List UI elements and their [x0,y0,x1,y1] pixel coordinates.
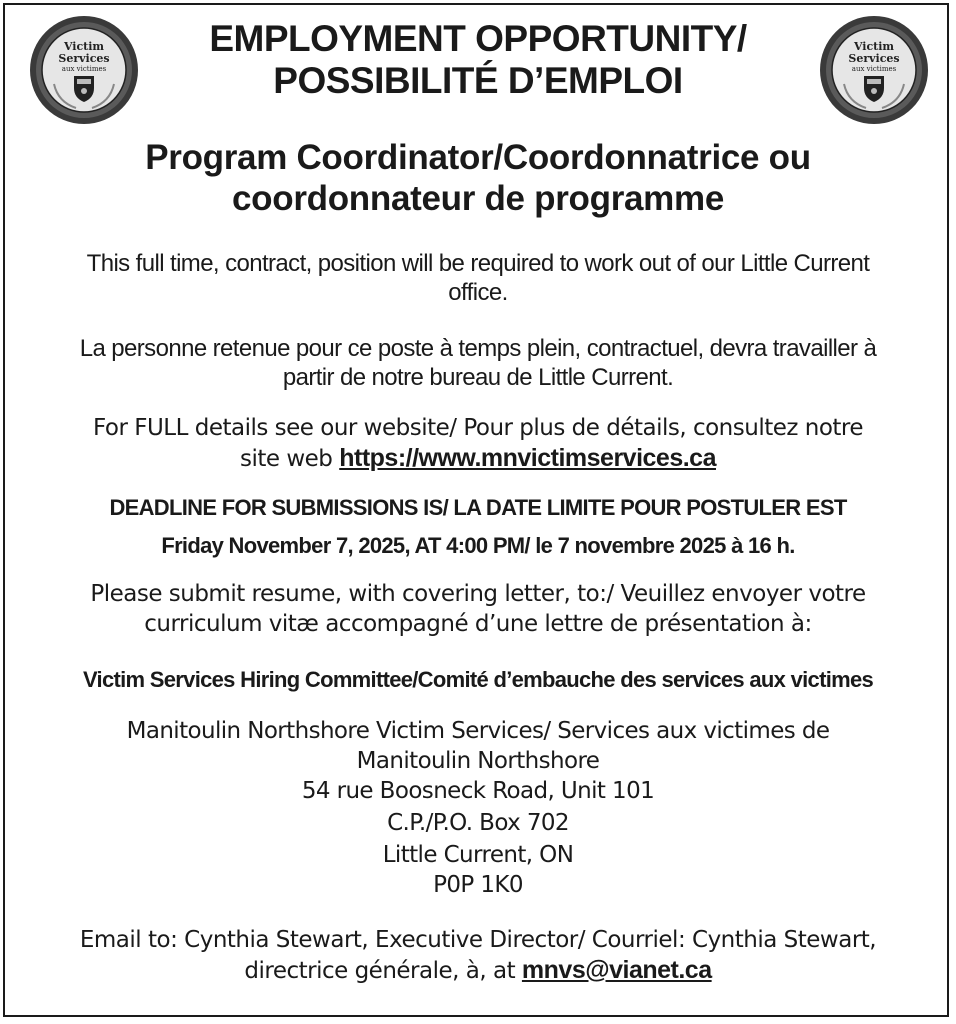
address-line1: Manitoulin Northshore Victim Services/ Services aux victimes de [126,718,830,744]
position-title-line1: Program Coordinator/Coordonnatrice ou [145,138,811,177]
svg-text:aux victimes: aux victimes [851,65,897,73]
description-fr-line2: partir de notre bureau de Little Current. [282,364,674,391]
details-line1: For FULL details see our website/ Pour plus de détails, consultez notre [92,415,864,441]
submit-line2: curriculum vitæ accompagné d’une lettre de présentation à: [144,611,812,637]
svg-text:Victim: Victim [63,40,105,53]
email-prefix: directrice générale, à, at [244,958,522,984]
svg-text:Services: Services [848,52,900,65]
details-line2 [0,444,956,474]
deadline-line1: DEADLINE FOR SUBMISSIONS IS/ LA DATE LIMITE POUR POSTULER EST [109,495,847,520]
description-en-line1: This full time, contract, position will be required to work out of our Little Current [86,250,870,277]
submit-line1: Please submit resume, with covering letter, to:/ Veuillez envoyer votre [90,581,866,607]
description-fr-line1: La personne retenue pour ce poste à temps plein, contractuel, devra travailler à [79,335,877,362]
description-en-line2: office. [448,279,508,306]
address-line2: Manitoulin Northshore [356,748,600,774]
position-title-line2: coordonnateur de programme [232,179,724,218]
deadline-line2: Friday November 7, 2025, AT 4:00 PM/ le 7 novembre 2025 à 16 h. [161,533,795,558]
headline-en: EMPLOYMENT OPPORTUNITY/ [209,18,747,59]
hiring-committee: Victim Services Hiring Committee/Comité d’embauche des services aux victimes [82,667,874,692]
headline-fr: POSSIBILITÉ D’EMPLOI [273,60,683,101]
svg-text:Services: Services [58,52,110,65]
website-link[interactable]: https://www.mnvictimservices.ca [339,444,716,472]
address-city: Little Current, ON [382,842,574,868]
address-street: 54 rue Boosneck Road, Unit 101 [301,778,655,804]
email-line1: Email to: Cynthia Stewart, Executive Director/ Courriel: Cynthia Stewart, [79,927,877,953]
details-prefix: site web [239,446,340,472]
svg-text:aux victimes: aux victimes [61,65,107,73]
email-line2 [0,956,956,986]
address-postal-code: P0P 1K0 [433,872,523,898]
address-po-box: C.P./P.O. Box 702 [387,810,569,836]
svg-text:Victim: Victim [853,40,895,53]
email-link[interactable]: mnvs@vianet.ca [521,956,712,984]
